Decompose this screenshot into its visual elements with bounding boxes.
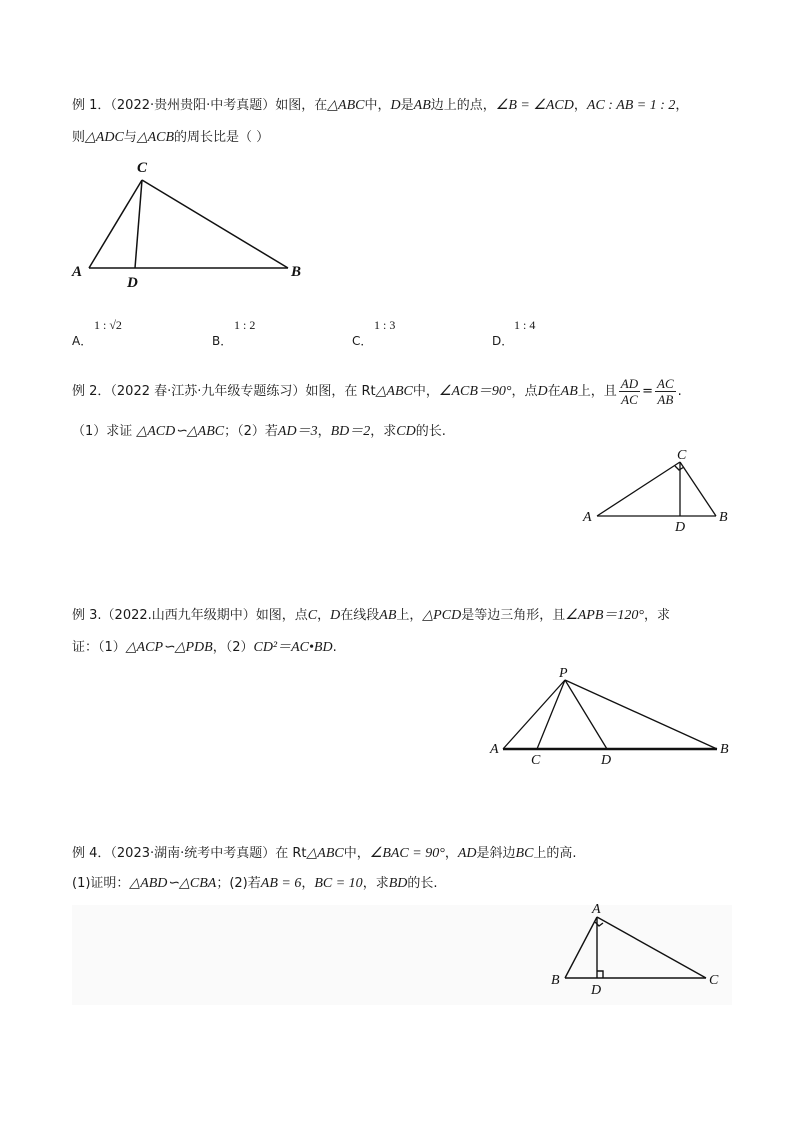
ex4-sim: △ABD∽△CBA bbox=[129, 876, 217, 891]
ex4-point-d: D bbox=[591, 983, 602, 998]
ex4-text-c: ， bbox=[444, 846, 458, 861]
ex2-point-a: A bbox=[583, 510, 592, 525]
ex2-ad: AD＝3 bbox=[277, 424, 318, 439]
ex1-option-d-value: 1 : 4 bbox=[514, 318, 536, 332]
ex2-bd: BD＝2 bbox=[330, 424, 371, 439]
ex1-cond2: AC : AB = 1 : 2 bbox=[586, 98, 676, 113]
ex1-option-c-value: 1 : 3 bbox=[374, 318, 396, 332]
ex4-tri: △ABC bbox=[306, 846, 344, 861]
ex1-option-a-letter: A． bbox=[72, 334, 93, 348]
ex2-frac1-num: AD bbox=[620, 376, 639, 391]
ex3-point-b: B bbox=[720, 742, 729, 757]
ex1-text-b: 中， bbox=[364, 98, 391, 113]
ex2-text-a: 如图，在 Rt bbox=[305, 384, 376, 399]
ex3-point-c: C bbox=[531, 753, 541, 768]
ex4-line2-c: ，求 bbox=[362, 876, 389, 891]
ex1-tri-acb: △ACB bbox=[136, 130, 175, 145]
ex3-text-f: ，求 bbox=[644, 608, 671, 623]
ex3-text-a: 如图，点 bbox=[255, 608, 308, 623]
ex1-point-b: B bbox=[291, 264, 302, 280]
ex2-text-c: ，点 bbox=[511, 384, 538, 399]
ex2-ab: AB bbox=[560, 384, 578, 399]
ex2-point-d: D bbox=[675, 520, 686, 535]
ex2-frac2-den: AB bbox=[657, 392, 674, 407]
ex4-point-c: C bbox=[709, 973, 719, 988]
ex1-q-a: 则 bbox=[72, 130, 86, 145]
ex2-comma: ， bbox=[317, 424, 331, 439]
ex4-angle: ∠BAC = 90° bbox=[369, 846, 445, 861]
ex1-label: 例 1． bbox=[72, 98, 111, 113]
ex2-text-e: 上，且 bbox=[577, 384, 617, 399]
ex1-point-a: A bbox=[72, 264, 83, 280]
ex3-c: C bbox=[307, 608, 318, 623]
ex2-line2-a: （1）求证 bbox=[72, 424, 133, 439]
ex1-q-b: 与 bbox=[123, 130, 137, 145]
ex3-text-b: ， bbox=[317, 608, 331, 623]
ex4-right-angle-mark-d bbox=[597, 971, 603, 978]
ex1-tri-adc: △ADC bbox=[85, 130, 124, 145]
ex2-text-b: 中， bbox=[412, 384, 439, 399]
ex3-angle: ∠APB＝120° bbox=[565, 608, 645, 623]
ex3-text-e: 是等边三角形，且 bbox=[461, 608, 566, 623]
ex4-line2-d: 的长. bbox=[407, 876, 438, 891]
ex4-segment-ba bbox=[565, 917, 597, 978]
ex4-source: （2023·湖南·统考中考真题） bbox=[110, 846, 276, 861]
ex4-text-d: 是斜边 bbox=[476, 846, 516, 861]
ex4-line2-a: (1)证明： bbox=[72, 876, 130, 891]
ex1-tri-abc: △ABC bbox=[327, 98, 365, 113]
ex1-d: D bbox=[390, 98, 401, 113]
ex3-ab: AB bbox=[379, 608, 397, 623]
ex4-bd: BD bbox=[388, 876, 408, 891]
ex3-cd2: CD²＝AC•BD bbox=[253, 640, 333, 655]
ex3-line2-b: ，（2） bbox=[212, 640, 254, 655]
ex1-option-b-value: 1 : 2 bbox=[234, 318, 256, 332]
ex1-option-d-letter: D． bbox=[492, 334, 514, 348]
ex2-line2-b: ；（2）若 bbox=[224, 424, 278, 439]
ex1-cond1: ∠B = ∠ACD bbox=[495, 98, 574, 113]
ex1-line1: 例 1．（2022·贵州贵阳·中考真题）如图，在△ABC中，D是AB边上的点，∠B = ∠ACD，AC : AB = 1 : 2， bbox=[72, 98, 689, 113]
ex4-right-angle-mark-a bbox=[595, 922, 603, 926]
ex1-text-c: 是 bbox=[400, 98, 414, 113]
ex3-pcd: △PCD bbox=[422, 608, 462, 623]
ex3-sim: △ACP∽△PDB bbox=[125, 640, 213, 655]
ex3-line2-c: . bbox=[332, 640, 337, 655]
ex2-source: （2022 春·江苏·九年级专题练习） bbox=[110, 384, 306, 399]
ex2-sim: △ACD∽△ABC bbox=[136, 424, 225, 439]
ex1-point-c: C bbox=[137, 160, 148, 176]
ex1-option-a-value: 1 : √2 bbox=[94, 318, 122, 332]
ex4-text-b: 中， bbox=[343, 846, 370, 861]
ex2-eq: = bbox=[642, 384, 654, 399]
ex4-comma: ， bbox=[301, 876, 315, 891]
ex2-line2-c: ，求 bbox=[370, 424, 397, 439]
ex1-q-c: 的周长比是（ ） bbox=[174, 130, 270, 145]
ex4-text-a: 在 Rt bbox=[275, 846, 307, 861]
ex4-line2-b: ；(2)若 bbox=[216, 876, 261, 891]
ex4-bc: BC bbox=[515, 846, 534, 861]
ex4-segment-ac bbox=[597, 917, 706, 978]
ex3-point-p: P bbox=[559, 666, 568, 681]
ex2-frac2-num: AC bbox=[657, 376, 674, 391]
ex3-text-c: 在线段 bbox=[340, 608, 380, 623]
ex3-d: D bbox=[330, 608, 341, 623]
ex1-text-a: 如图，在 bbox=[275, 98, 328, 113]
ex2-label: 例 2． bbox=[72, 384, 111, 399]
ex2-d: D bbox=[537, 384, 548, 399]
ex4-text-e: 上的高. bbox=[533, 846, 577, 861]
ex3-point-a: A bbox=[490, 742, 499, 757]
ex2-end: . bbox=[677, 384, 682, 399]
ex2-point-c: C bbox=[677, 448, 687, 463]
ex3-line2-a: 证：（1） bbox=[72, 640, 126, 655]
ex2-frac1-den: AC bbox=[621, 392, 638, 407]
ex2-point-b: B bbox=[719, 510, 728, 525]
ex1-ab: AB bbox=[413, 98, 431, 113]
ex1-option-b-letter: B． bbox=[212, 334, 233, 348]
ex2-cd: CD bbox=[396, 424, 416, 439]
ex2-text-d: 在 bbox=[547, 384, 561, 399]
ex4-bc2: BC = 10 bbox=[314, 876, 363, 891]
ex4-ad: AD bbox=[457, 846, 477, 861]
ex3-source: （2022.山西九年级期中） bbox=[101, 608, 256, 623]
ex2-angle: ∠ACB＝90° bbox=[438, 384, 512, 399]
ex1-point-d: D bbox=[127, 275, 138, 291]
ex2-tri: △ABC bbox=[375, 384, 413, 399]
ex1-text-d: 边上的点， bbox=[430, 98, 496, 113]
ex1-source: （2022·贵州贵阳·中考真题） bbox=[110, 98, 276, 113]
ex4-point-b: B bbox=[551, 973, 560, 988]
ex3-point-d: D bbox=[601, 753, 612, 768]
ex4-label: 例 4． bbox=[72, 846, 111, 861]
ex4-ab: AB = 6 bbox=[260, 876, 302, 891]
ex1-option-c-letter: C． bbox=[352, 334, 373, 348]
ex3-text-d: 上， bbox=[396, 608, 423, 623]
ex2-line2-d: 的长. bbox=[415, 424, 446, 439]
ex4-point-a: A bbox=[592, 902, 601, 917]
ex3-label: 例 3. bbox=[72, 608, 102, 623]
